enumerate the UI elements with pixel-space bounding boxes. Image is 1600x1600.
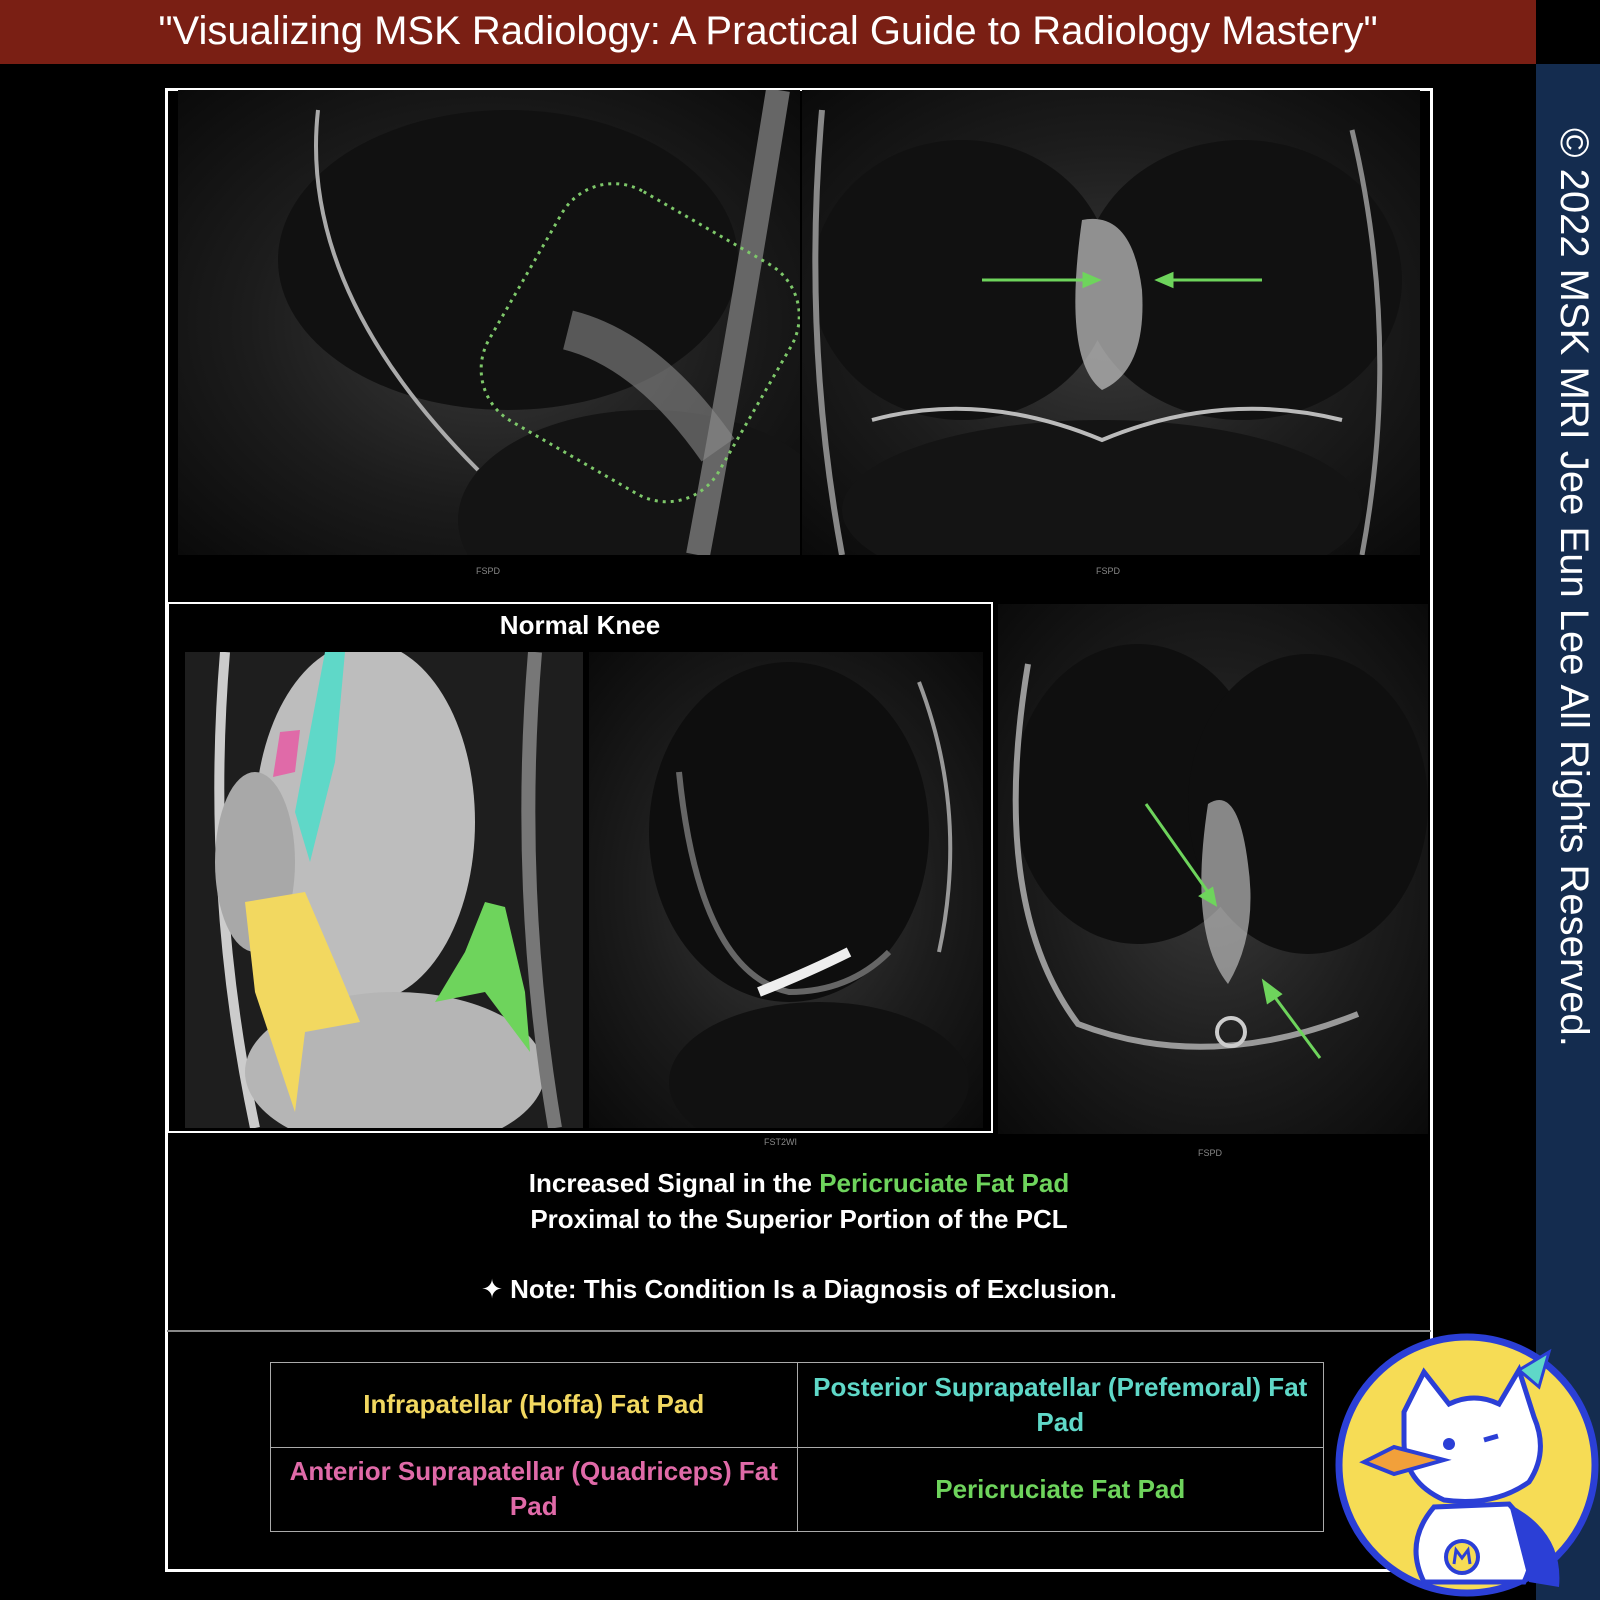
sagittal-knee-image	[178, 90, 800, 555]
normal-knee-title: Normal Knee	[499, 610, 661, 640]
title-banner: "Visualizing MSK Radiology: A Practical Guide to Radiology Mastery"	[0, 0, 1536, 64]
sequence-label: FSPD	[1096, 566, 1121, 576]
mri-normal-annotated	[185, 652, 583, 1128]
axial-pcl-image	[998, 604, 1428, 1134]
legend-hoffa: Infrapatellar (Hoffa) Fat Pad	[271, 1363, 798, 1448]
mri-axial-bottom-right	[998, 604, 1428, 1134]
legend-prefemoral: Posterior Suprapatellar (Prefemoral) Fat Pad	[797, 1363, 1324, 1448]
sequence-label: FSPD	[476, 566, 501, 576]
fat-pad-legend-table	[270, 1362, 1324, 1532]
axial-knee-image	[802, 90, 1420, 555]
legend-quadriceps: Anterior Suprapatellar (Quadriceps) Fat Pad	[271, 1447, 798, 1532]
mri-normal-fst2wi	[589, 652, 983, 1128]
exclusion-note: ✦ Note: This Condition Is a Diagnosis of Exclusion.	[481, 1274, 1117, 1304]
copyright-text: © 2022 MSK MRI Jee Eun Lee All Rights Reserved.	[1552, 128, 1596, 1047]
mri-axial-top-right	[802, 90, 1420, 555]
fst2wi-knee-image	[589, 652, 983, 1128]
mri-sagittal-top-left	[178, 90, 800, 555]
caption-highlight: Pericruciate Fat Pad	[819, 1168, 1070, 1198]
caption-line-1: Increased Signal in the Pericruciate Fat Pad	[528, 1168, 1070, 1198]
table-row	[271, 1447, 1324, 1532]
table-row	[271, 1363, 1324, 1448]
caption-line-2: Proximal to the Superior Portion of the PCL	[530, 1204, 1068, 1234]
sequence-label: FSPD	[1198, 1148, 1223, 1158]
annotated-knee-image	[185, 652, 583, 1128]
mascot-logo-icon	[1334, 1332, 1600, 1598]
section-divider	[167, 1330, 1431, 1332]
normal-knee-panel	[167, 602, 993, 1133]
sequence-label: FST2WI	[764, 1137, 797, 1147]
legend-pericruciate: Pericruciate Fat Pad	[797, 1447, 1324, 1532]
finding-caption	[167, 1165, 1431, 1237]
